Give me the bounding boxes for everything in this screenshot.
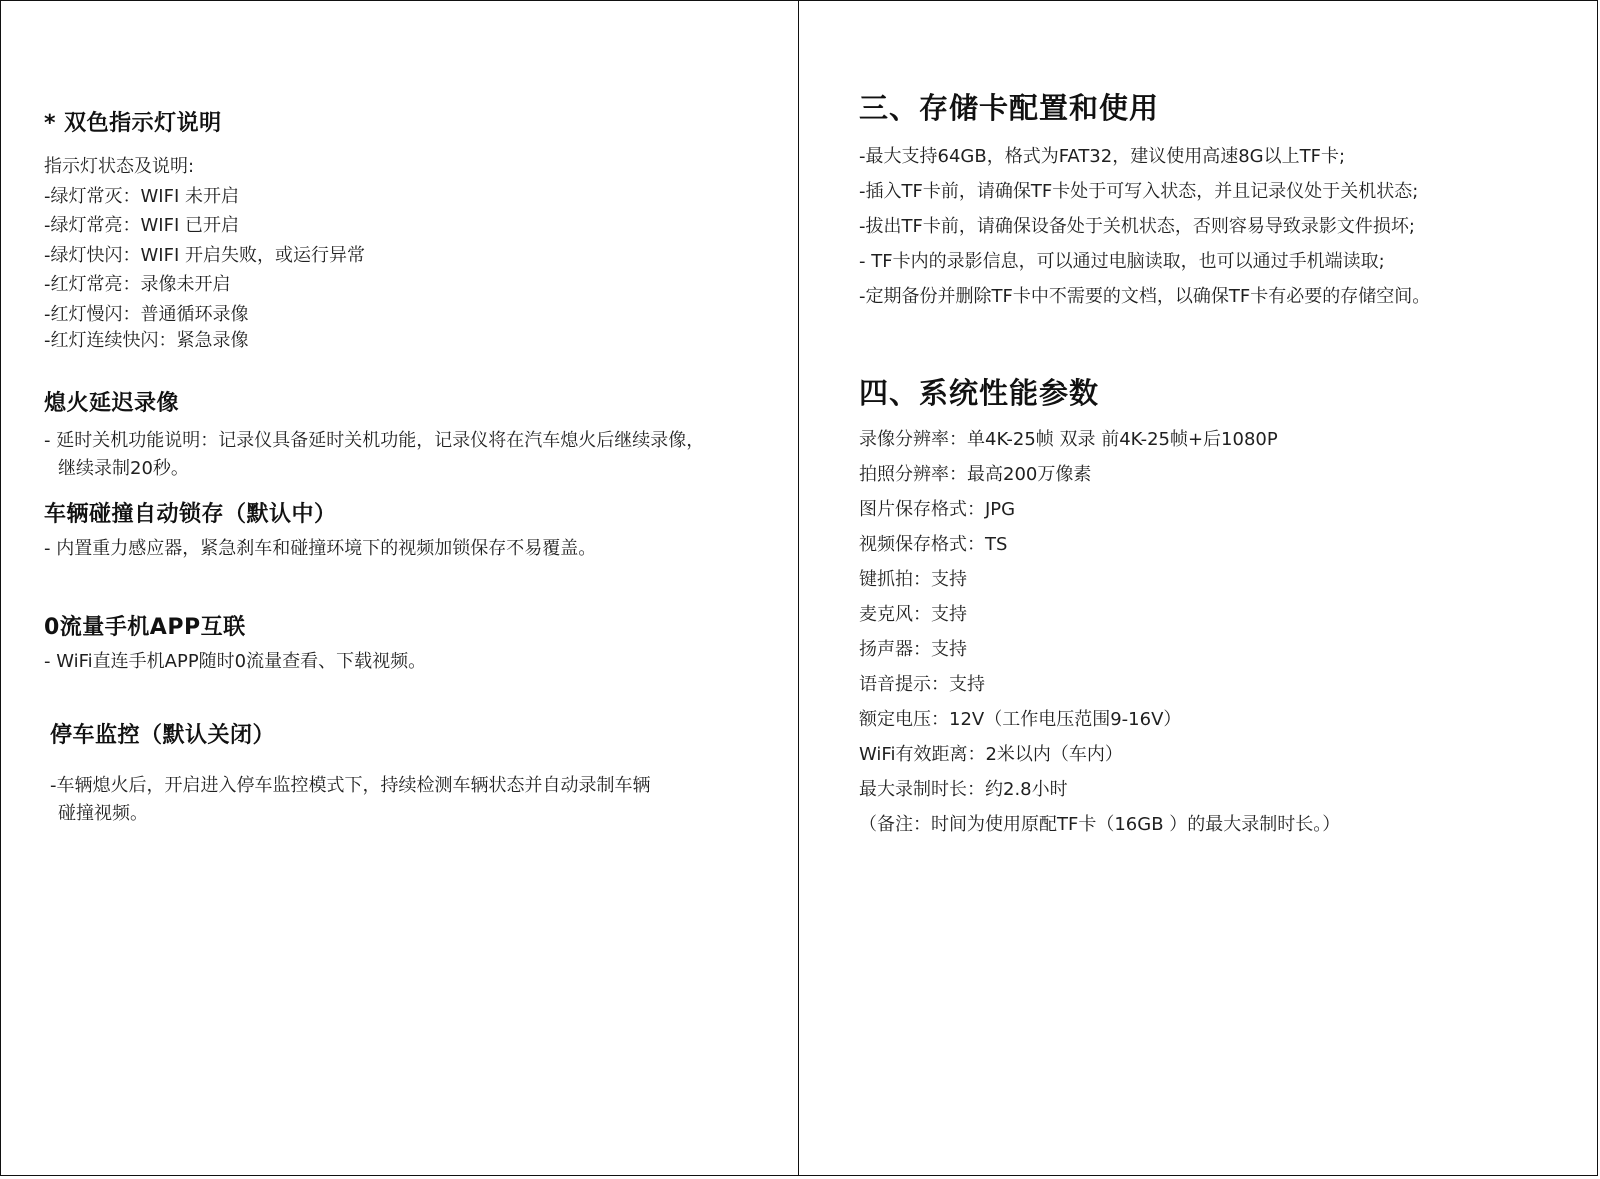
spec-item: 录像分辨率：单4K-25帧 双录 前4K-25帧+后1080P: [859, 429, 1278, 450]
storage-item: -拔出TF卡前，请确保设备处于关机状态，否则容易导致录影文件损坏;: [859, 216, 1415, 237]
spec-item: 图片保存格式：JPG: [859, 499, 1016, 520]
parking-heading: 停车监控（默认关闭）: [50, 723, 276, 748]
indicator-list: [44, 152, 365, 353]
indicator-item: -绿灯常灭：WIFI 未开启: [44, 185, 239, 207]
delay-text-line1: - 延时关机功能说明：记录仪具备延时关机功能，记录仪将在汽车熄火后继续录像，: [44, 430, 705, 451]
spec-item: 最大录制时长：约2.8小时: [859, 779, 1068, 800]
indicator-item: -红灯慢闪：普通循环录像: [44, 303, 249, 325]
spec-item: WiFi有效距离：2米以内（车内）: [859, 744, 1123, 765]
spec-item: 麦克风：支持: [859, 604, 967, 625]
app-text: - WiFi直连手机APP随时0流量查看、下载视频。: [44, 651, 427, 672]
parking-text-line1: -车辆熄火后，开启进入停车监控模式下，持续检测车辆状态并自动录制车辆: [50, 775, 651, 796]
storage-list: [859, 143, 1430, 318]
specs-heading: 四、系统性能参数: [859, 376, 1100, 410]
indicator-item: -红灯常亮：录像未开启: [44, 274, 231, 295]
spec-note: （备注：时间为使用原配TF卡（16GB ）的最大录制时长。）: [859, 814, 1341, 835]
indicator-item: -红灯连续快闪：紧急录像: [44, 330, 249, 351]
spec-item: 视频保存格式：TS: [859, 534, 1008, 555]
storage-item: -插入TF卡前，请确保TF卡处于可写入状态，并且记录仪处于关机状态;: [859, 181, 1419, 202]
app-heading: 0流量手机APP互联: [44, 615, 246, 640]
collision-heading: 车辆碰撞自动锁存（默认中）: [44, 502, 337, 527]
collision-text: - 内置重力感应器，紧急刹车和碰撞环境下的视频加锁保存不易覆盖。: [44, 538, 597, 559]
parking-text-line2: 碰撞视频。: [58, 803, 148, 824]
page-divider: [798, 0, 799, 1176]
delay-text-line2: 继续录制20秒。: [58, 458, 189, 479]
spec-item: 扬声器：支持: [859, 639, 967, 660]
spec-item: 语音提示：支持: [859, 674, 985, 695]
storage-item: -最大支持64GB，格式为FAT32，建议使用高速8G以上TF卡;: [859, 146, 1346, 167]
storage-item: - TF卡内的录影信息，可以通过电脑读取，也可以通过手机端读取;: [859, 251, 1385, 272]
storage-item: -定期备份并删除TF卡中不需要的文档，以确保TF卡有必要的存储空间。: [859, 286, 1431, 307]
delay-heading: 熄火延迟录像: [44, 391, 180, 416]
spec-item: 拍照分辨率：最高200万像素: [859, 464, 1092, 485]
storage-heading: 三、存储卡配置和使用: [859, 91, 1160, 125]
spec-item: 额定电压：12V（工作电压范围9-16V）: [859, 709, 1182, 730]
spec-item: 键抓拍：支持: [859, 569, 967, 590]
indicator-heading: * 双色指示灯说明: [44, 111, 222, 136]
indicator-item: -绿灯快闪：WIFI 开启失败，或运行异常: [44, 244, 365, 266]
specs-list: [859, 426, 1340, 846]
indicator-intro: 指示灯状态及说明:: [44, 156, 195, 177]
indicator-item: -绿灯常亮：WIFI 已开启: [44, 215, 239, 236]
